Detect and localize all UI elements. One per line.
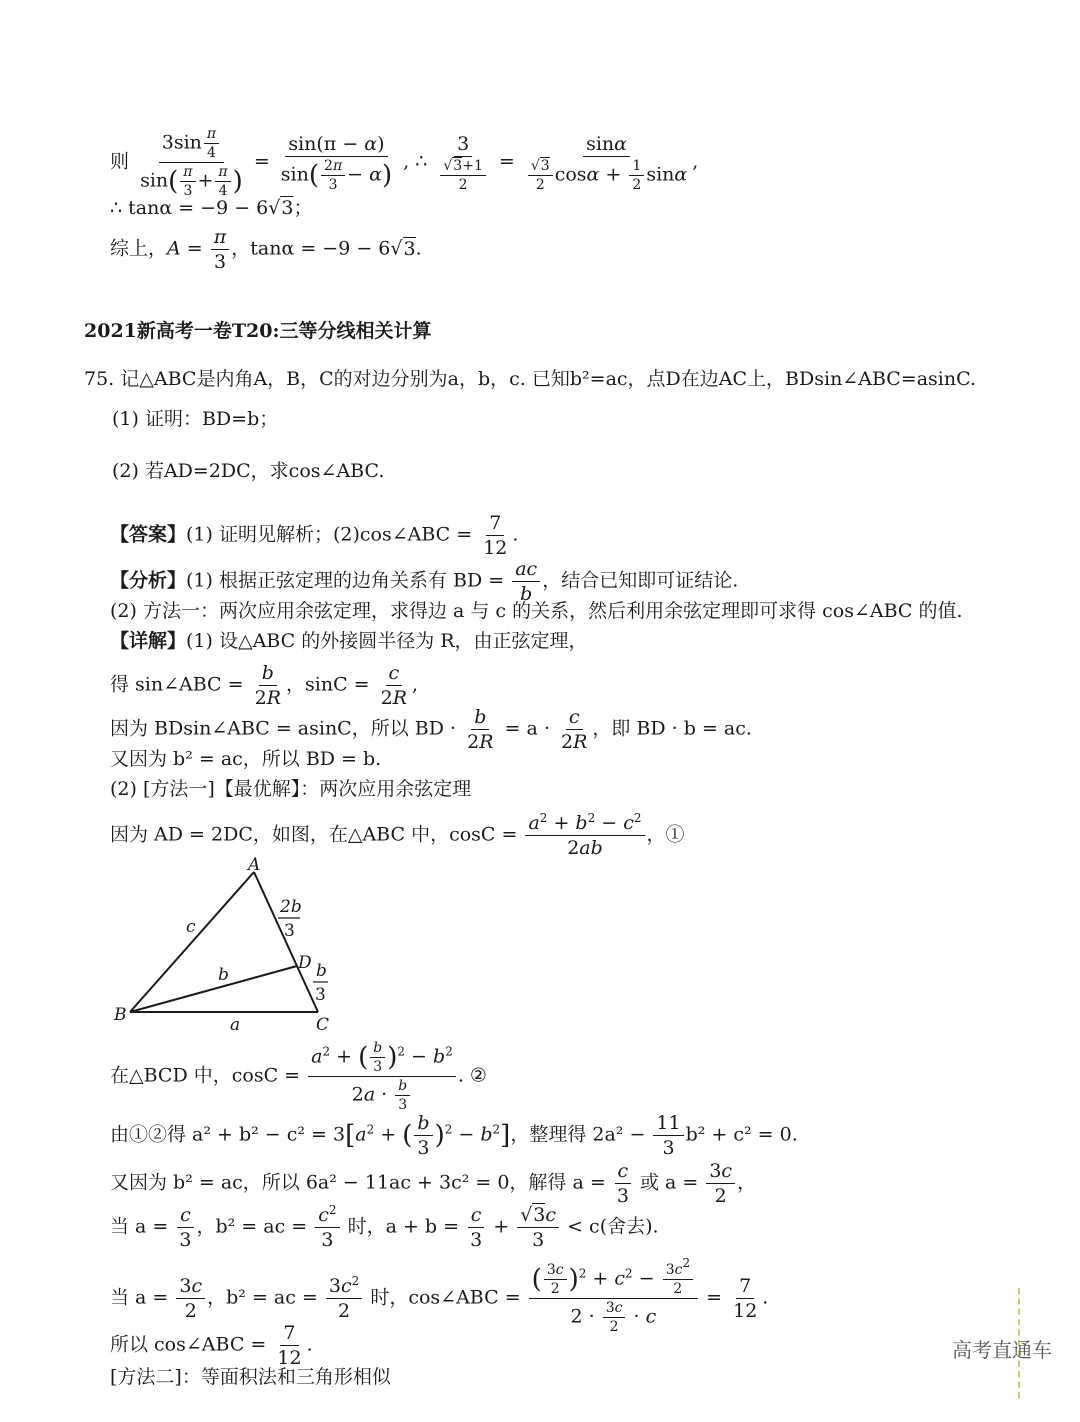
fraction: $\frac{11}{3}$	[653, 1112, 683, 1159]
side-ab	[130, 872, 254, 1012]
detail-line-3: 因为 BDsin∠ABC = asinC，所以 BD · $\frac{b}{2R}$ = a · $\frac{c}{2R}$ ，即 BD · b = ac.	[110, 706, 752, 753]
detail-line-9: 又因为 b² = ac，所以 6a² − 11ac + 3c² = 0，解得 a = $\frac{c}{3}$ 或 a = $\frac{3c}{2}$ ，	[110, 1160, 757, 1207]
fraction: $\frac{7}{12}$	[483, 512, 508, 559]
fraction: $\frac{b}{2R}$	[467, 706, 494, 753]
fraction: $\frac{\pi}{3}$	[211, 226, 230, 273]
problem-text: 记△ABC是内角A，B，C的对边分别为a，b，c. 已知b²=ac，点D在边AC上，BDsin∠ABC=asinC.	[120, 368, 977, 390]
vertex-b-label: B	[114, 1005, 127, 1025]
fraction: $\frac{3}{\frac{√3+1}{2}}$	[435, 133, 490, 193]
answer-line: 【答案】(1) 证明见解析；(2)cos∠ABC = $\frac{7}{12}$ .	[110, 512, 519, 559]
prev-tan: ∴ tanα = −9 − 6	[110, 197, 269, 219]
fraction: $\frac{3c^2}{2}$	[326, 1275, 362, 1322]
side-a-label: a	[230, 1015, 241, 1035]
segment-bd	[130, 966, 297, 1012]
watermark-text: 高考直通车	[952, 1338, 1052, 1362]
problem-part-2: (2) 若AD=2DC，求cos∠ABC.	[112, 460, 385, 482]
detail-line-13: [方法二]：等面积法和三角形相似	[110, 1366, 391, 1388]
therefore-symbol: ∴	[415, 150, 428, 173]
fraction: $a^2$ + ( $\frac{b}{3}$ )$^2 - b^2$ 2a · $\frac{b}{3}$	[308, 1040, 456, 1113]
detail-line-1: 【详解】(1) 设△ABC 的外接圆半径为 R，由正弦定理，	[110, 630, 588, 652]
fraction: $\frac{a^2 + b^2 - c^2}{2ab}$	[525, 812, 644, 859]
summary-mid: ，tanα = −9 − 6	[231, 237, 391, 260]
prev-line-1: 则 3sin $\frac{\pi}{4}$ sin( $\frac{\pi}{3}$ + $\frac{\pi}{4}$ ) = sin(π − α) sin( $\frac{2\pi}{3}$ − α) , ∴ $\frac{3}{\frac{√3+1}{2}}$ = sinα $\frac{√3}{2}$ cosα + $\frac{1}{2}$ sinα ,	[110, 126, 699, 199]
triangle-figure	[108, 850, 368, 1040]
summary-end: .	[415, 237, 422, 260]
ad-denominator: 3	[284, 921, 295, 941]
fraction: $\frac{c}{3}$	[467, 1204, 485, 1251]
fraction: $\frac{b}{2R}$	[254, 662, 282, 709]
point-d-label: D	[298, 953, 312, 973]
fraction: sin(π − α) sin( $\frac{2\pi}{3}$ − α)	[280, 132, 393, 193]
fraction: $\frac{c}{3}$	[614, 1160, 632, 1207]
detail-line-12: 所以 cos∠ABC = $\frac{7}{12}$ .	[110, 1322, 313, 1369]
analysis-line-2: (2) 方法一：两次应用余弦定理，求得边 a 与 c 的关系，然后利用余弦定理即可求得 cos∠ABC 的值.	[110, 600, 963, 622]
radicand: 3	[403, 237, 416, 260]
detail-line-7: 在△BCD 中，cosC = $a^2$ + ( $\frac{b}{3}$ )$^2 - b^2$ 2a · $\frac{b}{3}$ . ②	[110, 1040, 487, 1113]
dc-denominator: 3	[315, 985, 326, 1005]
prev-line-2: ∴ tanα = −9 − 6√3；	[110, 197, 313, 219]
fraction: $\frac{c^2}{3}$	[315, 1204, 339, 1251]
dc-numerator: b	[316, 961, 327, 981]
prev-line-3: 综上，A = $\frac{\pi}{3}$ ，tanα = −9 − 6√3.	[110, 226, 422, 273]
radicand: 3	[281, 197, 294, 219]
detail-line-4: 又因为 b² = ac，所以 BD = b.	[110, 748, 382, 770]
fraction: $\frac{7}{12}$	[733, 1275, 758, 1322]
analysis-label: 【分析】	[110, 569, 187, 592]
detail-line-2: 得 sin∠ABC = $\frac{b}{2R}$ ，sinC = $\frac{c}{2R}$ ,	[110, 662, 419, 709]
fraction: $\frac{c}{2R}$	[560, 706, 588, 753]
vertex-a-label: A	[248, 855, 261, 875]
analysis-line-1: 【分析】(1) 根据正弦定理的边角关系有 BD = $\frac{ac}{b}$ ，结合已知即可证结论.	[110, 558, 739, 605]
side-ac	[254, 872, 318, 1012]
prev-tan-end: ；	[293, 197, 313, 219]
fraction: $\frac{3c}{2}$	[706, 1160, 735, 1207]
detail-line-6: 因为 AD = 2DC，如图，在△ABC 中，cosC = $\frac{a^2 + b^2 - c^2}{2ab}$ ，①	[110, 811, 685, 859]
answer-label: 【答案】	[110, 523, 187, 546]
side-c-label: c	[186, 917, 196, 937]
problem-statement	[84, 366, 976, 392]
fraction: 3sin $\frac{\pi}{4}$ sin( $\frac{\pi}{3}$ + $\frac{\pi}{4}$ )	[140, 126, 243, 199]
detail-label: 【详解】	[110, 630, 187, 652]
fraction: ( $\frac{3c}{2}$ )$^2 + c^2$ − $\frac{3c^2}{2}$ 2 · $\frac{3c}{2}$ · c	[529, 1262, 698, 1335]
fraction: $\frac{c}{2R}$	[380, 662, 408, 709]
detail-line-5: (2) [方法一]【最优解】：两次应用余弦定理	[110, 778, 472, 800]
prev-ze: 则	[110, 150, 130, 173]
fraction: $\frac{ac}{b}$	[512, 558, 540, 605]
fraction: $\frac{√3c}{3}$	[517, 1204, 559, 1251]
segment-b-label: b	[218, 965, 229, 985]
detail-line-10: 当 a = $\frac{c}{3}$ ，b² = ac = $\frac{c^2}{3}$ 时，a + b = $\frac{c}{3}$ + $\frac{√3c}{3}$ < c(舍去).	[110, 1203, 659, 1251]
fraction: $\frac{c}{3}$	[176, 1204, 194, 1251]
problem-number: 75.	[84, 368, 115, 390]
vertex-c-label: C	[316, 1015, 330, 1035]
fraction: sinα $\frac{√3}{2}$ cosα + $\frac{1}{2}$ sinα	[523, 133, 690, 193]
detail-line-8: 由①②得 $a^2 + b^2 - c^2 = 3[a^2$ + ( $\frac{b}{3}$ )$^2 - b^2$]，整理得 2a² − $\frac{11}{3}$ b² + c² = 0.	[110, 1112, 798, 1159]
fraction: $\frac{7}{12}$	[277, 1322, 302, 1369]
ad-numerator: 2b	[280, 897, 302, 917]
section-title: 2021新高考一卷T20:三等分线相关计算	[84, 320, 432, 342]
problem-part-1: (1) 证明：BD=b；	[112, 408, 279, 430]
fraction: $\frac{3c}{2}$	[176, 1275, 205, 1322]
summary-prefix: 综上，	[110, 237, 168, 260]
detail-line-11: 当 a = $\frac{3c}{2}$ ，b² = ac = $\frac{3c^2}{2}$ 时，cos∠ABC = ( $\frac{3c}{2}$ )$^2 + c^2$ − $\frac{3c^2}{2}$ 2 · $\frac{3c}{2}$ · c = $\frac{7}{12}$ .	[110, 1256, 769, 1335]
answer-text: (1) 证明见解析；(2)cos∠ABC =	[186, 523, 473, 546]
